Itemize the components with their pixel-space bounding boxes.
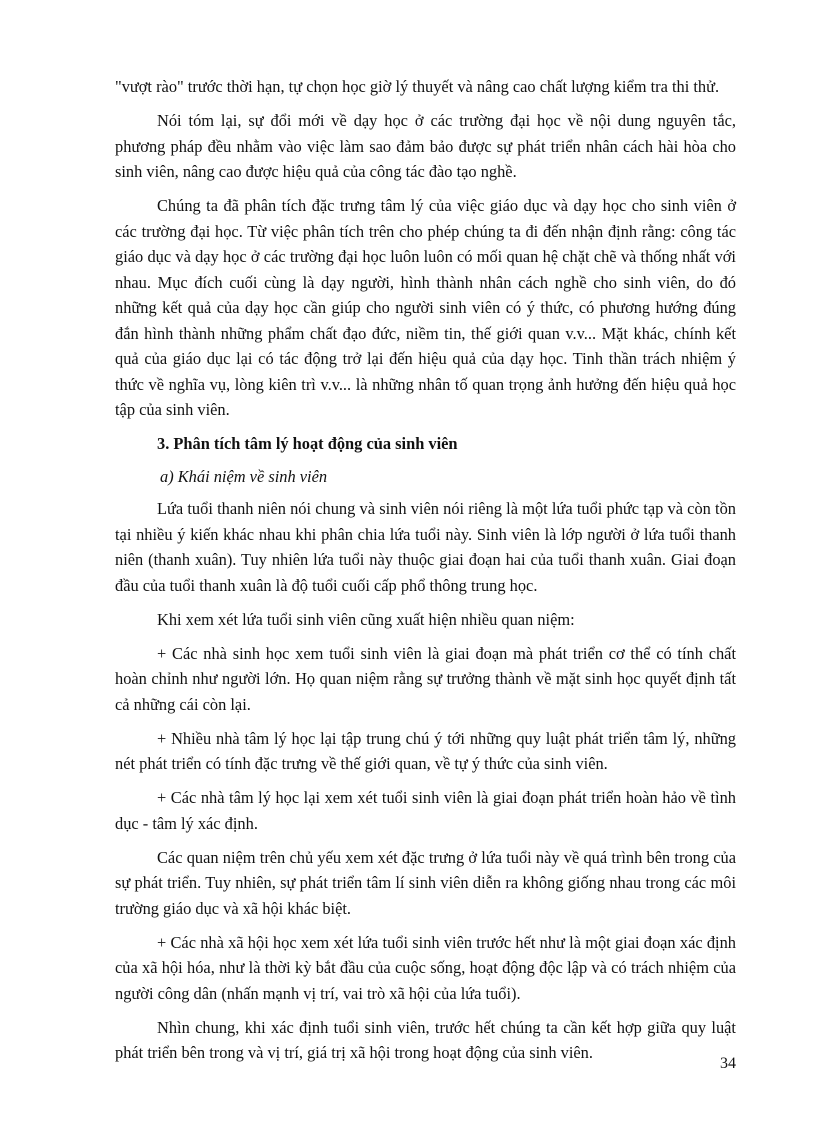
section-heading: 3. Phân tích tâm lý hoạt động của sinh viên [157, 434, 458, 453]
paragraph: Lứa tuổi thanh niên nói chung và sinh viên nói riêng là một lứa tuổi phức tạp và còn tồn tại nhiều ý kiến khác nhau khi phân chia lứa tuổi này. Sinh viên là lớp người ở lứa tuổi thanh niên (thanh xuân). Tuy nhiên lứa tuổi này thuộc giai đoạn hai của tuổi thanh xuân. Giai đoạn đầu của tuổi thanh xuân là độ tuổi cuối cấp phổ thông trung học. [115, 499, 736, 595]
page-number: 34 [720, 1055, 736, 1072]
list-item-paragraph: + Các nhà tâm lý học lại xem xét tuổi sinh viên là giai đoạn phát triển hoàn hảo về tình dục - tâm lý xác định. [115, 788, 736, 833]
paragraph: Nói tóm lại, sự đổi mới về dạy học ở các trường đại học về nội dung nguyên tắc, phương pháp đều nhằm vào việc làm sao đảm bảo được sự phát triển nhân cách hài hòa cho sinh viên, nâng cao được hiệu quả của công tác đào tạo nghề. [115, 111, 736, 181]
paragraph: Các quan niệm trên chủ yếu xem xét đặc trưng ở lứa tuổi này về quá trình bên trong của sự phát triển. Tuy nhiên, sự phát triển tâm lí sinh viên diễn ra không giống nhau trong các môi trường giáo dục và xã hội khác biệt. [115, 847, 736, 918]
paragraph: Nhìn chung, khi xác định tuổi sinh viên, trước hết chúng ta cần kết hợp giữa quy luật phát triển bên trong và vị trí, giá trị xã hội trong hoạt động của sinh viên. [115, 1017, 736, 1062]
page-content [115, 74, 736, 1074]
paragraph-continued: "vượt rào" trước thời hạn, tự chọn học giờ lý thuyết và nâng cao chất lượng kiểm tra thi thử. [115, 77, 720, 96]
paragraph: Khi xem xét lứa tuổi sinh viên cũng xuất hiện nhiều quan niệm: [157, 609, 575, 629]
subsection-heading: a) Khái niệm về sinh viên [160, 466, 328, 486]
list-item-paragraph: + Các nhà xã hội học xem xét lứa tuổi sinh viên trước hết như là một giai đoạn xác định của xã hội hóa, như là thời kỳ bắt đầu của cuộc sống, hoạt động độc lập và có trách nhiệm của người công dân (nhấn mạnh vị trí, vai trò xã hội của lứa tuổi). [115, 932, 736, 1003]
list-item-paragraph: + Nhiều nhà tâm lý học lại tập trung chú ý tới những quy luật phát triển tâm lý, những nét phát triển có tính đặc trưng về thế giới quan, về tự ý thức của sinh viên. [115, 728, 736, 773]
paragraph: Chúng ta đã phân tích đặc trưng tâm lý của việc giáo dục và dạy học cho sinh viên ở các trường đại học. Từ việc phân tích trên cho phép chúng ta đi đến nhận định rằng: công tác giáo dục và dạy học ở các trường đại học luôn luôn có mối quan hệ chặt chẽ và thống nhất với nhau. Mục đích cuối cùng là dạy người, hình thành nhân cách nghề cho sinh viên, do đó những kết quả của dạy học cần giúp cho người sinh viên có ý thức, có phương hướng đúng đắn hình thành những phẩm chất đạo đức, niềm tin, thế giới quan v.v... Mặt khác, chính kết quả của giáo dục lại có tác động trở lại đến hiệu quả của dạy học. Tinh thần trách nhiệm ý thức về nghĩa vụ, lòng kiên trì v.v... là những nhân tố quan trọng ảnh hưởng đến hiệu quả học tập của sinh viên. [115, 196, 736, 419]
list-item-paragraph: + Các nhà sinh học xem tuổi sinh viên là giai đoạn mà phát triển cơ thể có tính chất hoàn chỉnh như người lớn. Họ quan niệm rằng sự trưởng thành về mặt sinh học quyết định tất cả những cái còn lại. [115, 643, 736, 714]
